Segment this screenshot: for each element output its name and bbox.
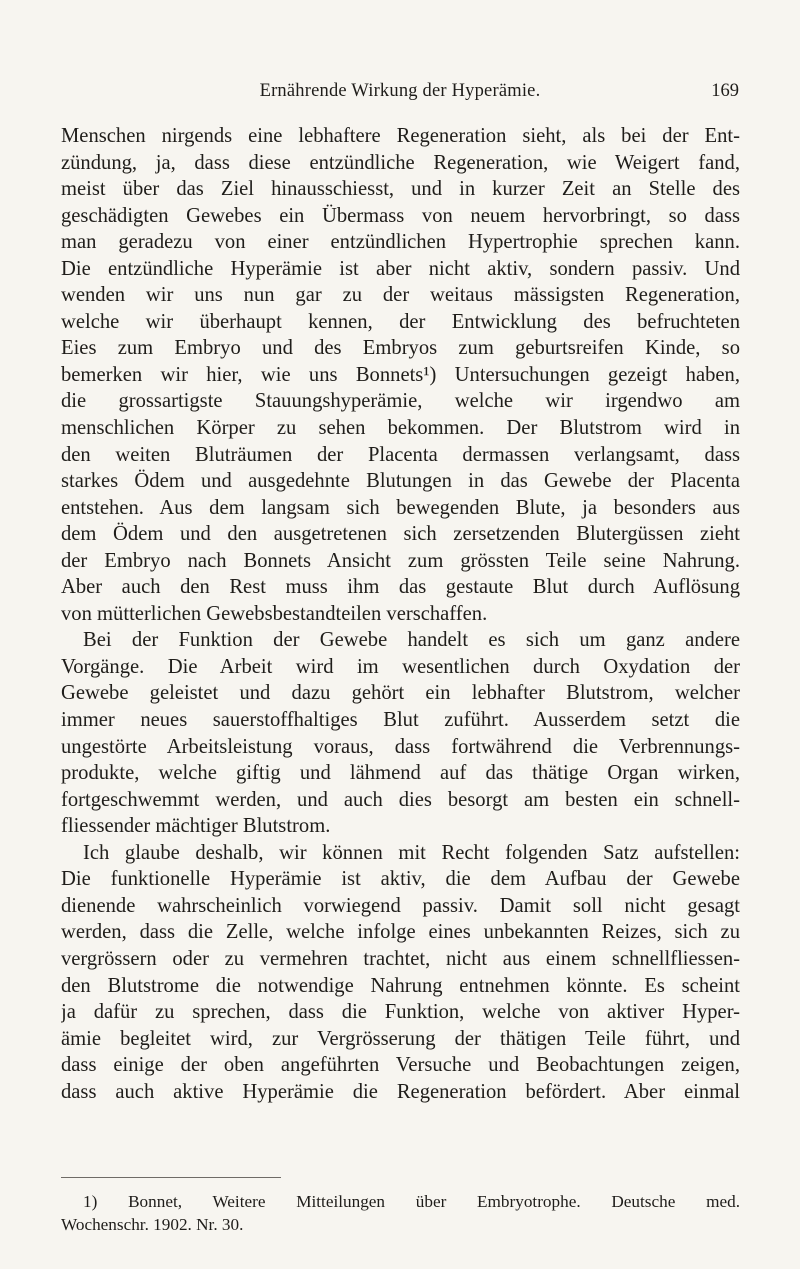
page-number: 169 [711,81,739,101]
text-line: werden, dass die Zelle, welche infolge eines unbekannten Reizes, sich zu [61,921,740,944]
text-line: Die funktionelle Hyperämie ist aktiv, die dem Aufbau der Gewebe [61,868,740,891]
text-line: Ich glaube deshalb, wir können mit Recht folgenden Satz aufstellen: [83,841,740,864]
text-line: fliessender mächtiger Blutstrom. [61,815,331,838]
text-line: die grossartigste Stauungshyperämie, welche wir irgendwo am [61,390,740,413]
text-line: immer neues sauerstoffhaltiges Blut zuführt. Ausserdem setzt die [61,709,740,732]
text-line: entstehen. Aus dem langsam sich bewegenden Blute, ja besonders aus [61,496,740,519]
text-line: dass einige der oben angeführten Versuche und Beobachtungen zeigen, [61,1054,740,1077]
running-header [61,81,739,107]
text-line: fortgeschwemmt werden, und auch dies besorgt am besten ein schnell- [61,788,740,811]
text-line: Die entzündliche Hyperämie ist aber nicht aktiv, sondern passiv. Und [61,257,740,280]
text-line: starkes Ödem und ausgedehnte Blutungen in das Gewebe der Placenta [61,470,740,493]
text-line: produkte, welche giftig und lähmend auf das thätige Organ wirken, [61,762,740,785]
text-line: von mütterlichen Gewebsbestandteilen verschaffen. [61,602,488,625]
text-line: ja dafür zu sprechen, dass die Funktion, welche von aktiver Hyper- [61,1001,740,1024]
text-line: vergrössern oder zu vermehren trachtet, nicht aus einem schnellfliessen- [61,947,740,970]
text-line: ungestörte Arbeitsleistung voraus, dass fortwährend die Verbrennungs- [61,735,740,758]
footnote-line: 1) Bonnet, Weitere Mitteilungen über Embryotrophe. Deutsche med. [83,1192,740,1211]
text-line: Bei der Funktion der Gewebe handelt es sich um ganz andere [83,629,740,652]
footnote-rule [61,1177,281,1178]
text-line: der Embryo nach Bonnets Ansicht zum grössten Teile seine Nahrung. [61,549,740,572]
footnote-line: Wochenschr. 1902. Nr. 30. [61,1215,244,1234]
text-line: welche wir überhaupt kennen, der Entwicklung des befruchteten [61,310,740,333]
footnotes [61,1190,740,1236]
text-line: Aber auch den Rest muss ihm das gestaute Blut durch Auflösung [61,576,740,599]
text-line: ämie begleitet wird, zur Vergrösserung der thätigen Teile führt, und [61,1027,740,1050]
text-line: man geradezu von einer entzündlichen Hypertrophie sprechen kann. [61,231,740,254]
text-line: den weiten Bluträumen der Placenta dermassen verlangsamt, dass [61,443,740,466]
text-line: menschlichen Körper zu sehen bekommen. Der Blutstrom wird in [61,417,740,440]
text-line: Eies zum Embryo und des Embryos zum geburtsreifen Kinde, so [61,337,740,360]
text-line: dass auch aktive Hyperämie die Regeneration befördert. Aber einmal [61,1080,740,1103]
text-line: bemerken wir hier, wie uns Bonnets¹) Untersuchungen gezeigt haben, [61,363,740,386]
text-line: Vorgänge. Die Arbeit wird im wesentlichen durch Oxydation der [61,655,740,678]
text-line: Menschen nirgends eine lebhaftere Regeneration sieht, als bei der Ent- [61,125,740,147]
text-line: meist über das Ziel hinausschiesst, und in kurzer Zeit an Stelle des [61,178,740,201]
text-line: Gewebe geleistet und dazu gehört ein lebhafter Blutstrom, welcher [61,682,740,705]
text-line: dienende wahrscheinlich vorwiegend passiv. Damit soll nicht gesagt [61,894,740,917]
main-text [61,123,740,1105]
text-line: zündung, ja, dass diese entzündliche Regeneration, wie Weigert fand, [61,151,740,174]
text-line: den Blutstrome die notwendige Nahrung entnehmen könnte. Es scheint [61,974,740,997]
running-title: Ernährende Wirkung der Hyperämie. [259,81,541,101]
text-line: wenden wir uns nun gar zu der weitaus mässigsten Regeneration, [61,284,740,307]
text-line: geschädigten Gewebes ein Übermass von neuem hervorbringt, so dass [61,204,740,227]
text-line: dem Ödem und den ausgetretenen sich zersetzenden Blutergüssen zieht [61,523,740,546]
